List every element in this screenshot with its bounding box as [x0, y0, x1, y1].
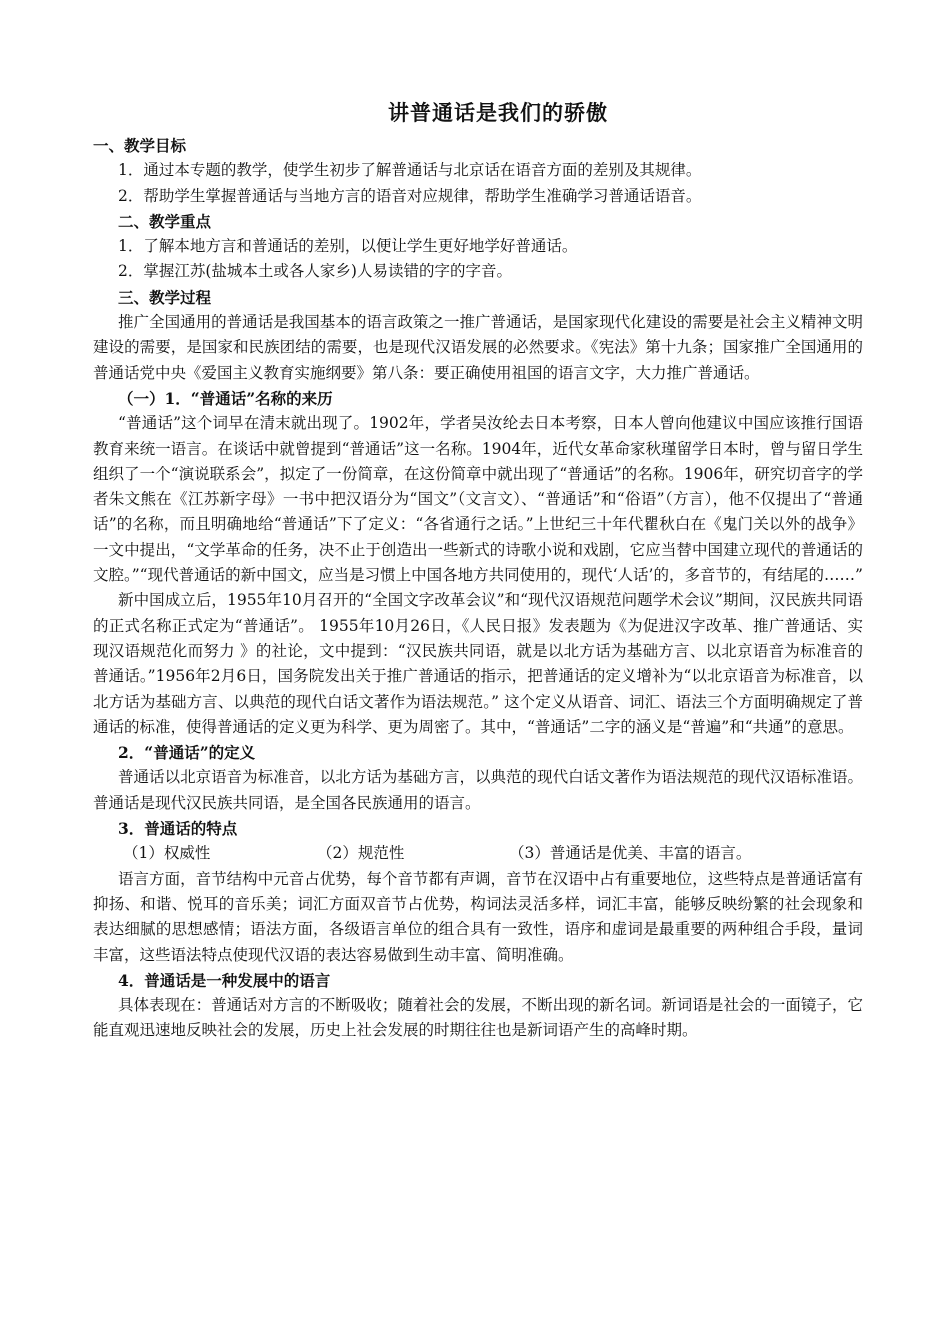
subheading-features: 3．普通话的特点 [118, 819, 238, 839]
goal-item: 1．通过本专题的教学，使学生初步了解普通话与北京话在语音方面的差别及其规律。 [118, 161, 702, 180]
paragraph-definition: 普通话以北京语音为标准音，以北方话为基础方言，以典范的现代白话文著作为语法规范的现代汉语标准语。普通话是现代汉民族共同语，是全国各民族通用的语言。 [93, 768, 863, 812]
key-point-item: 1．了解本地方言和普通话的差别，以便让学生更好地学好普通话。 [118, 237, 578, 256]
goal-item: 2．帮助学生掌握普通话与当地方言的语音对应规律，帮助学生准确学习普通话语音。 [118, 186, 702, 205]
subheading-name-origin: （一）1．“普通话”名称的来历 [118, 388, 333, 408]
feature-item: （2）规范性 [317, 844, 405, 863]
paragraph-new-china: 新中国成立后，1955年10月召开的“全国文字改革会议”和“现代汉语规范问题学术会议”期间，汉民族共同语的正式名称正式定为“普通话”。 1955年10月26日，《人民日报》发表题为《为促进汉字改革、推广普通话、实现汉语规范化而努力 》的社论，文中提到：“汉民族共同语，就是以北方话为基础方言、以北京语音为标准音的普通话。”1956年2月6日，国务院发出关于推广普通话的指示，把普通话的定义增补为“以北京语音为标准音，以北方话为基础方言、以典范的现代白话文著作为语法规范。” 这个定义从语音、词汇、语法三个方面明确规定了普通话的标准，使得普通话的定义更为科学、更为周密了。其中，“普通话”二字的涵义是“普遍”和“共通”的意思。 [93, 591, 863, 736]
key-point-item: 2．掌握江苏(盐城本土或各人家乡)人易读错的字的字音。 [118, 262, 512, 281]
paragraph-name-origin: “普通话”这个词早在清末就出现了。1902年，学者吴汝纶去日本考察，日本人曾向他建议中国应该推行国语教育来统一语言。在谈话中就曾提到“普通话”这一名称。1904年，近代女革命家秋瑾留学日本时，曾与留日学生组织了一个“演说联系会”，拟定了一份简章，在这份简章中就出现了“普通话”的名称。1906年，研究切音字的学者朱文熊在《江苏新字母》一书中把汉语分为“国文”（文言文）、“普通话”和“俗语”（方言），他不仅提出了“普通话”的名称，而且明确地给“普通话”下了定义：“各省通行之话。”上世纪三十年代瞿秋白在《鬼门关以外的战争》一文中提出，“文学革命的任务，决不止于创造出一些新式的诗歌小说和戏剧，它应当替中国建立现代的普通话的文腔。”“现代普通话的新中国文，应当是习惯上中国各地方共同使用的，现代‘人话’的，多音节的，有结尾的……” [93, 414, 863, 585]
feature-item: （1）权威性 [123, 844, 211, 863]
document-body [93, 97, 863, 1044]
paragraph-developing: 具体表现在：普通话对方言的不断吸收；随着社会的发展，不断出现的新名词。新词语是社会的一面镜子，它能直观迅速地反映社会的发展，历史上社会发展的时期往往也是新词语产生的高峰时期。 [93, 996, 863, 1040]
section-heading-process: 三、教学过程 [118, 287, 212, 307]
document-title: 讲普通话是我们的骄傲 [388, 100, 608, 125]
subheading-developing: 4．普通话是一种发展中的语言 [118, 970, 331, 990]
section-heading-key-points: 二、教学重点 [118, 211, 212, 231]
subheading-definition: 2．“普通话”的定义 [118, 743, 256, 763]
section-heading-goals: 一、教学目标 [93, 136, 187, 155]
feature-item: （3）普通话是优美、丰富的语言。 [509, 844, 752, 863]
intro-paragraph: 推广全国通用的普通话是我国基本的语言政策之一推广普通话，是国家现代化建设的需要是社会主义精神文明建设的需要，是国家和民族团结的需要，也是现代汉语发展的必然要求。《宪法》第十九条；国家推广全国通用的普通话党中央《爱国主义教育实施纲要》第八条：要正确使用祖国的语言文字，大力推广普通话。 [93, 313, 863, 382]
feature-list [93, 841, 863, 866]
paragraph-features: 语言方面，音节结构中元音占优势，每个音节都有声调，音节在汉语中占有重要地位，这些特点是普通话富有抑扬、和谐、悦耳的音乐美；词汇方面双音节占优势，构词法灵活多样，词汇丰富，能够反映纷繁的社会现象和表达细腻的思想感情；语法方面，各级语言单位的组合具有一致性，语序和虚词是最重要的两种组合手段，量词丰富，这些语法特点使现代汉语的表达容易做到生动丰富、简明准确。 [93, 869, 863, 964]
